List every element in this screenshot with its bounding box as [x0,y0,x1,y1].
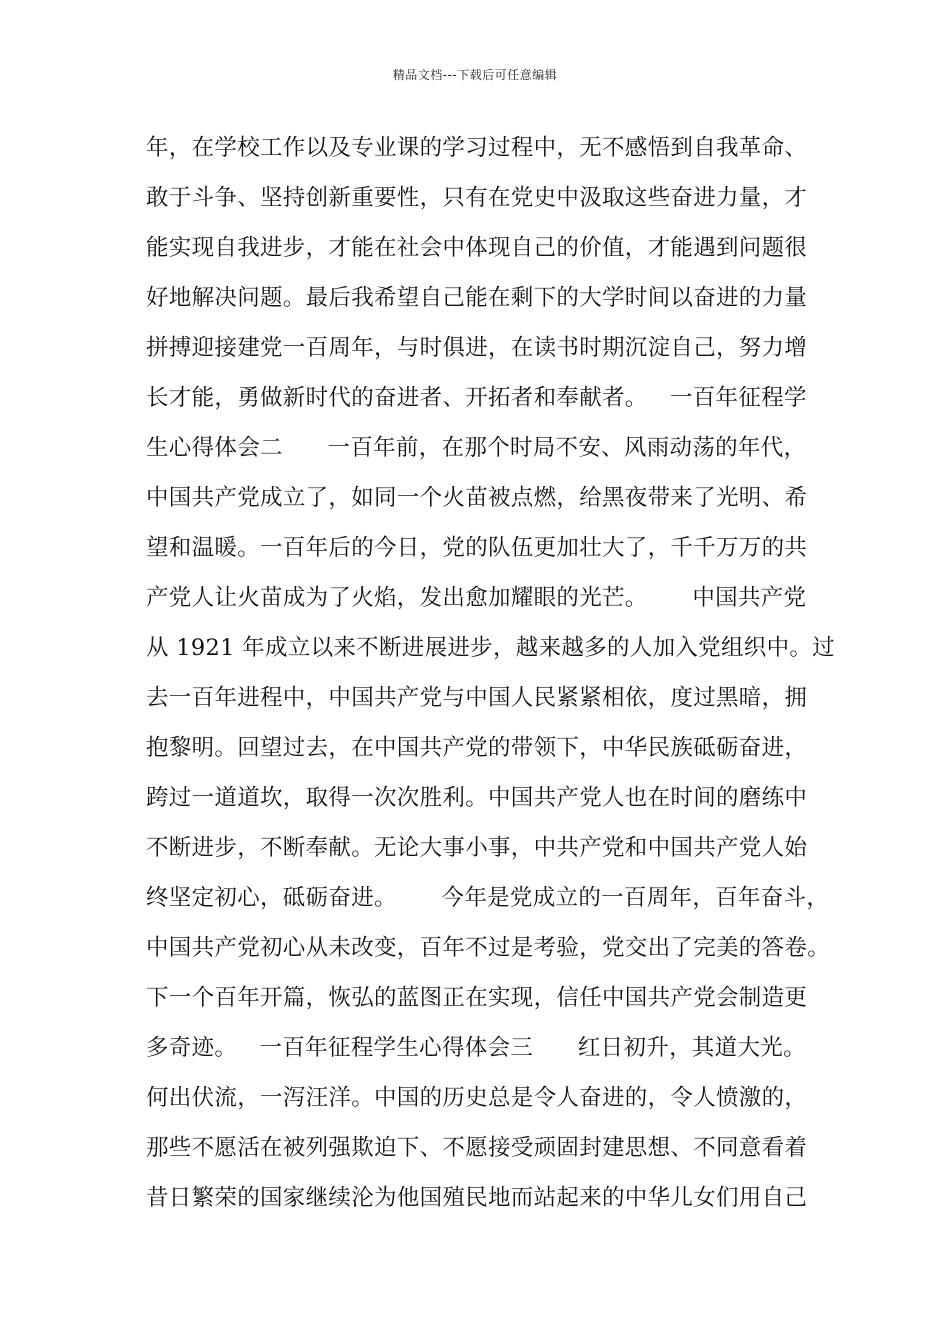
text-line: 抱黎明。回望过去，在中国共产党的带领下，中华民族砥砺奋进， [146,735,808,761]
text-line: 不断进步，不断奉献。无论大事小事，中共产党和中国共产党人始 [146,835,808,861]
text-line: 多奇迹。 一百年征程学生心得体会三 红日初升，其道大光。 [146,1035,806,1061]
text-line: 跨过一道道坎，取得一次次胜利。中国共产党人也在时间的磨练中 [146,785,808,811]
body-text [146,128,835,1228]
text-line: 终坚定初心，砥砺奋进。 今年是党成立的一百周年，百年奋斗， [146,885,830,911]
text-line: 望和温暖。一百年后的今日，党的队伍更加壮大了，千千万万的共 [146,535,808,561]
text-line: 去一百年进程中，中国共产党与中国人民紧紧相依，度过黑暗，拥 [146,685,808,711]
text-line: 从 1921 年成立以来不断进展进步，越来越多的人加入党组织中。过 [146,635,835,661]
text-line: 年，在学校工作以及专业课的学习过程中，无不感悟到自我革命、 [146,135,808,161]
text-line: 中国共产党成立了，如同一个火苗被点燃，给黑夜带来了光明、希 [146,485,808,511]
text-line: 产党人让火苗成为了火焰，发出愈加耀眼的光芒。 中国共产党 [146,585,807,611]
text-line: 生心得体会二 一百年前，在那个时局不安、风雨动荡的年代， [146,435,807,461]
text-line: 何出伏流，一泻汪洋。中国的历史总是令人奋进的，令人愤激的， [146,1085,808,1111]
text-line: 能实现自我进步，才能在社会中体现自己的价值，才能遇到问题很 [146,235,808,261]
text-line: 那些不愿活在被列强欺迫下、不愿接受顽固封建思想、不同意看着 [146,1135,808,1161]
text-line: 拼搏迎接建党一百周年，与时俱进，在读书时期沉淀自己，努力增 [146,335,808,361]
text-line: 昔日繁荣的国家继续沦为他国殖民地而站起来的中华儿女们用自己 [146,1185,808,1211]
text-line: 长才能，勇做新时代的奋进者、开拓者和奉献者。 一百年征程学 [146,385,807,411]
text-line: 敢于斗争、坚持创新重要性，只有在党史中汲取这些奋进力量，才 [146,185,808,211]
text-line: 中国共产党初心从未改变，百年不过是考验，党交出了完美的答卷。 [146,935,831,961]
page-header: 精品文档---下载后可任意编辑 [392,68,558,82]
text-line: 好地解决问题。最后我希望自己能在剩下的大学时间以奋进的力量 [146,285,808,311]
text-line: 下一个百年开篇，恢弘的蓝图正在实现，信任中国共产党会制造更 [146,985,808,1011]
